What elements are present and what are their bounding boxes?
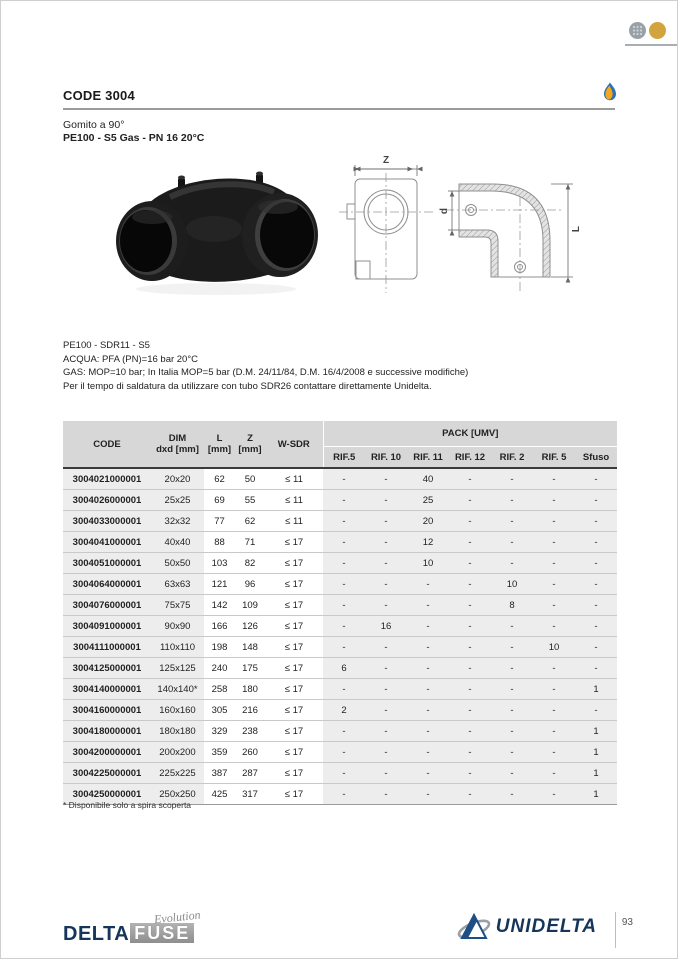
table-cell: 69	[204, 490, 235, 511]
table-cell: -	[575, 511, 617, 532]
table-cell: -	[323, 511, 365, 532]
table-cell: -	[407, 679, 449, 700]
table-cell: -	[575, 658, 617, 679]
col-header-rif10: RIF. 10	[365, 447, 407, 469]
table-row	[63, 637, 617, 658]
table-cell: -	[533, 784, 575, 805]
table-cell: -	[491, 532, 533, 553]
subtitle-line2: PE100 - S5 Gas - PN 16 20°C	[63, 132, 205, 144]
table-cell: -	[533, 679, 575, 700]
table-cell: ≤ 17	[265, 784, 323, 805]
table-cell: 82	[235, 553, 265, 574]
table-cell: ≤ 17	[265, 742, 323, 763]
table-cell: ≤ 17	[265, 532, 323, 553]
table-cell: 258	[204, 679, 235, 700]
table-cell: -	[575, 616, 617, 637]
title-rule	[63, 108, 615, 110]
table-cell: 1	[575, 721, 617, 742]
table-cell: -	[491, 553, 533, 574]
product-code-cell: 3004076000001	[63, 595, 151, 616]
table-cell: -	[323, 637, 365, 658]
table-cell: 62	[235, 511, 265, 532]
table-cell: ≤ 17	[265, 679, 323, 700]
table-cell: -	[407, 784, 449, 805]
table-cell: 260	[235, 742, 265, 763]
page-header	[63, 88, 615, 145]
table-cell: 6	[323, 658, 365, 679]
table-cell: -	[533, 616, 575, 637]
table-cell: -	[449, 616, 491, 637]
table-cell: -	[449, 468, 491, 490]
table-cell: -	[365, 742, 407, 763]
deltafuse-logo-delta: DELTA	[63, 923, 130, 945]
table-cell: -	[449, 784, 491, 805]
table-row	[63, 658, 617, 679]
table-cell: -	[533, 721, 575, 742]
table-cell: -	[449, 742, 491, 763]
table-cell: -	[491, 784, 533, 805]
table-cell: 103	[204, 553, 235, 574]
table-cell: -	[491, 490, 533, 511]
table-cell: 8	[491, 595, 533, 616]
spec-line4: Per il tempo di saldatura da utilizzare con tubo SDR26 contattare direttamente Unidelta.	[63, 380, 432, 392]
table-cell: 71	[235, 532, 265, 553]
page-number: 93	[621, 917, 633, 928]
spec-text	[63, 339, 615, 393]
product-code-cell: 3004026000001	[63, 490, 151, 511]
table-cell: -	[533, 532, 575, 553]
table-cell: ≤ 17	[265, 616, 323, 637]
table-cell: 240	[204, 658, 235, 679]
product-code-cell: 3004180000001	[63, 721, 151, 742]
table-body	[63, 468, 617, 805]
col-header-rif5b: RIF. 5	[533, 447, 575, 469]
product-code-cell: 3004064000001	[63, 574, 151, 595]
deltafuse-logo	[63, 907, 201, 945]
dim-label-d: d	[439, 207, 450, 215]
table-cell: ≤ 17	[265, 721, 323, 742]
corner-underline	[625, 44, 677, 46]
subtitle-line1: Gomito a 90°	[63, 119, 125, 131]
dim-label-z: Z	[383, 155, 390, 166]
table-cell: 180	[235, 679, 265, 700]
table-cell: -	[407, 595, 449, 616]
table-cell: 250x250	[151, 784, 204, 805]
table-cell: -	[323, 532, 365, 553]
deltafuse-logo-script: Evolution	[152, 907, 201, 927]
table-cell: -	[575, 700, 617, 721]
table-cell: 50	[235, 468, 265, 490]
table-cell: 305	[204, 700, 235, 721]
table-cell: 10	[491, 574, 533, 595]
product-code-cell: 3004041000001	[63, 532, 151, 553]
page-footer	[63, 904, 677, 950]
gold-circle-icon	[649, 22, 666, 39]
table-cell: -	[365, 679, 407, 700]
table-cell: -	[575, 532, 617, 553]
product-code-cell: 3004051000001	[63, 553, 151, 574]
table-cell: -	[491, 637, 533, 658]
dotted-circle-icon	[629, 22, 646, 39]
table-cell: -	[491, 700, 533, 721]
table-cell: -	[323, 679, 365, 700]
table-cell: -	[491, 616, 533, 637]
table-cell: -	[365, 637, 407, 658]
table-cell: 40x40	[151, 532, 204, 553]
col-header-l: L [mm]	[204, 421, 235, 468]
table-cell: -	[449, 574, 491, 595]
table-cell: ≤ 17	[265, 574, 323, 595]
table-cell: -	[575, 574, 617, 595]
table-cell: -	[533, 511, 575, 532]
table-cell: -	[449, 658, 491, 679]
table-cell: 55	[235, 490, 265, 511]
table-cell: -	[491, 468, 533, 490]
table-cell: -	[323, 763, 365, 784]
deltafuse-logo-fuse: FUSE	[130, 923, 194, 943]
product-code-cell: 3004021000001	[63, 468, 151, 490]
table-cell: 10	[407, 553, 449, 574]
table-cell: 109	[235, 595, 265, 616]
table-cell: -	[365, 511, 407, 532]
table-cell: 25	[407, 490, 449, 511]
dim-label-l: L	[571, 225, 582, 233]
table-cell: -	[365, 784, 407, 805]
table-cell: -	[365, 763, 407, 784]
product-code-cell: 3004091000001	[63, 616, 151, 637]
table-cell: -	[449, 679, 491, 700]
table-footnote: * Disponibile solo a spira scoperta	[63, 800, 192, 810]
table-row	[63, 679, 617, 700]
table-cell: 96	[235, 574, 265, 595]
table-cell: 142	[204, 595, 235, 616]
table-cell: -	[575, 595, 617, 616]
table-cell: ≤ 17	[265, 700, 323, 721]
table-cell: -	[365, 658, 407, 679]
unidelta-logo-icon	[456, 912, 492, 942]
table-cell: -	[533, 553, 575, 574]
col-header-z: Z [mm]	[235, 421, 265, 468]
unidelta-logo-text: UNIDELTA	[495, 916, 597, 937]
table-cell: -	[491, 763, 533, 784]
table-cell: 63x63	[151, 574, 204, 595]
table-cell: 166	[204, 616, 235, 637]
figures-row	[63, 149, 615, 299]
table-cell: -	[491, 679, 533, 700]
table-cell: -	[365, 468, 407, 490]
col-header-dim: DIM dxd [mm]	[151, 421, 204, 468]
table-row	[63, 511, 617, 532]
product-table	[63, 421, 617, 805]
table-cell: -	[323, 574, 365, 595]
table-cell: -	[365, 490, 407, 511]
table-cell: 1	[575, 763, 617, 784]
table-row	[63, 616, 617, 637]
table-row	[63, 574, 617, 595]
page-title: CODE 3004	[63, 88, 135, 103]
table-row	[63, 763, 617, 784]
table-cell: ≤ 11	[265, 468, 323, 490]
table-cell: -	[575, 468, 617, 490]
table-cell: 125x125	[151, 658, 204, 679]
table-cell: 20	[407, 511, 449, 532]
table-cell: -	[407, 658, 449, 679]
table-cell: 126	[235, 616, 265, 637]
spec-line2: ACQUA: PFA (PN)=16 bar 20°C	[63, 353, 199, 365]
table-cell: 329	[204, 721, 235, 742]
table-cell: 238	[235, 721, 265, 742]
table-cell: -	[407, 637, 449, 658]
product-code-cell: 3004225000001	[63, 763, 151, 784]
table-cell: -	[533, 574, 575, 595]
table-cell: 148	[235, 637, 265, 658]
col-header-code: CODE	[63, 421, 151, 468]
table-cell: -	[323, 468, 365, 490]
col-header-rif11: RIF. 11	[407, 447, 449, 469]
table-cell: -	[407, 721, 449, 742]
table-cell: -	[575, 490, 617, 511]
table-cell: -	[533, 658, 575, 679]
product-photo	[108, 159, 326, 299]
col-header-pack-group: PACK [UMV]	[323, 421, 617, 447]
table-cell: -	[533, 763, 575, 784]
table-cell: -	[449, 763, 491, 784]
table-cell: 90x90	[151, 616, 204, 637]
table-cell: -	[323, 595, 365, 616]
table-cell: 25x25	[151, 490, 204, 511]
table-cell: -	[407, 616, 449, 637]
table-cell: -	[365, 553, 407, 574]
table-row	[63, 742, 617, 763]
corner-badges	[629, 22, 666, 39]
table-cell: -	[491, 742, 533, 763]
col-header-rif12: RIF. 12	[449, 447, 491, 469]
table-cell: -	[533, 595, 575, 616]
product-code-cell: 3004160000001	[63, 700, 151, 721]
table-cell: -	[449, 511, 491, 532]
table-cell: 1	[575, 742, 617, 763]
table-cell: -	[449, 532, 491, 553]
table-cell: 180x180	[151, 721, 204, 742]
col-header-rif2: RIF. 2	[491, 447, 533, 469]
table-cell: 75x75	[151, 595, 204, 616]
table-cell: 32x32	[151, 511, 204, 532]
table-cell: 287	[235, 763, 265, 784]
table-cell: 50x50	[151, 553, 204, 574]
table-cell: -	[323, 616, 365, 637]
table-cell: -	[491, 511, 533, 532]
table-cell: 20x20	[151, 468, 204, 490]
col-header-wsdr: W-SDR	[265, 421, 323, 468]
table-cell: -	[491, 658, 533, 679]
product-table-wrap	[63, 421, 615, 805]
spec-line1: PE100 - SDR11 - S5	[63, 340, 150, 351]
table-cell: 387	[204, 763, 235, 784]
table-cell: 16	[365, 616, 407, 637]
table-cell: ≤ 11	[265, 490, 323, 511]
table-cell: -	[407, 574, 449, 595]
table-cell: -	[449, 700, 491, 721]
product-code-cell: 3004033000001	[63, 511, 151, 532]
table-cell: 175	[235, 658, 265, 679]
product-code-cell: 3004111000001	[63, 637, 151, 658]
table-cell: 88	[204, 532, 235, 553]
table-cell: 2	[323, 700, 365, 721]
table-cell: -	[365, 532, 407, 553]
table-cell: -	[533, 468, 575, 490]
page-number-divider	[615, 912, 616, 948]
table-cell: 40	[407, 468, 449, 490]
table-cell: -	[407, 763, 449, 784]
gas-flame-icon	[603, 82, 617, 106]
table-row	[63, 553, 617, 574]
table-cell: -	[323, 553, 365, 574]
technical-drawing	[333, 149, 623, 299]
table-row	[63, 700, 617, 721]
table-cell: ≤ 17	[265, 763, 323, 784]
table-row	[63, 468, 617, 490]
table-cell: ≤ 11	[265, 511, 323, 532]
table-cell: 198	[204, 637, 235, 658]
table-cell: 225x225	[151, 763, 204, 784]
table-row	[63, 490, 617, 511]
table-cell: 1	[575, 679, 617, 700]
unidelta-logo	[456, 912, 597, 942]
table-row	[63, 532, 617, 553]
table-cell: -	[365, 595, 407, 616]
table-cell: -	[533, 490, 575, 511]
col-header-rif5a: RIF.5	[323, 447, 365, 469]
table-cell: -	[449, 721, 491, 742]
table-cell: -	[533, 742, 575, 763]
product-code-cell: 3004125000001	[63, 658, 151, 679]
table-cell: -	[323, 721, 365, 742]
product-code-cell: 3004200000001	[63, 742, 151, 763]
table-cell: ≤ 17	[265, 553, 323, 574]
spec-line3: GAS: MOP=10 bar; In Italia MOP=5 bar (D.M. 24/11/84, D.M. 16/4/2008 e successive modifiche)	[63, 367, 469, 378]
product-code-cell: 3004140000001	[63, 679, 151, 700]
table-cell: 359	[204, 742, 235, 763]
table-cell: -	[491, 721, 533, 742]
table-cell: -	[449, 490, 491, 511]
table-cell: 425	[204, 784, 235, 805]
product-subtitle	[63, 119, 615, 145]
table-cell: -	[323, 490, 365, 511]
table-cell: -	[449, 595, 491, 616]
table-cell: 1	[575, 784, 617, 805]
table-cell: -	[365, 700, 407, 721]
table-cell: 77	[204, 511, 235, 532]
table-cell: 200x200	[151, 742, 204, 763]
table-cell: 121	[204, 574, 235, 595]
table-cell: 10	[533, 637, 575, 658]
table-cell: -	[407, 700, 449, 721]
table-cell: ≤ 17	[265, 637, 323, 658]
table-cell: 110x110	[151, 637, 204, 658]
table-cell: -	[575, 553, 617, 574]
table-cell: -	[533, 700, 575, 721]
table-head	[63, 421, 617, 468]
table-cell: -	[323, 742, 365, 763]
table-cell: -	[365, 721, 407, 742]
table-cell: ≤ 17	[265, 595, 323, 616]
table-cell: 62	[204, 468, 235, 490]
table-cell: ≤ 17	[265, 658, 323, 679]
table-cell: 216	[235, 700, 265, 721]
product-code-cell: 3004250000001	[63, 784, 151, 805]
table-cell: 317	[235, 784, 265, 805]
table-row	[63, 595, 617, 616]
table-cell: 12	[407, 532, 449, 553]
col-header-sfuso: Sfuso	[575, 447, 617, 469]
table-cell: -	[407, 742, 449, 763]
table-cell: -	[575, 637, 617, 658]
table-row	[63, 721, 617, 742]
table-cell: -	[449, 637, 491, 658]
table-cell: 160x160	[151, 700, 204, 721]
table-cell: -	[449, 553, 491, 574]
table-cell: -	[365, 574, 407, 595]
table-cell: -	[323, 784, 365, 805]
table-cell: 140x140*	[151, 679, 204, 700]
